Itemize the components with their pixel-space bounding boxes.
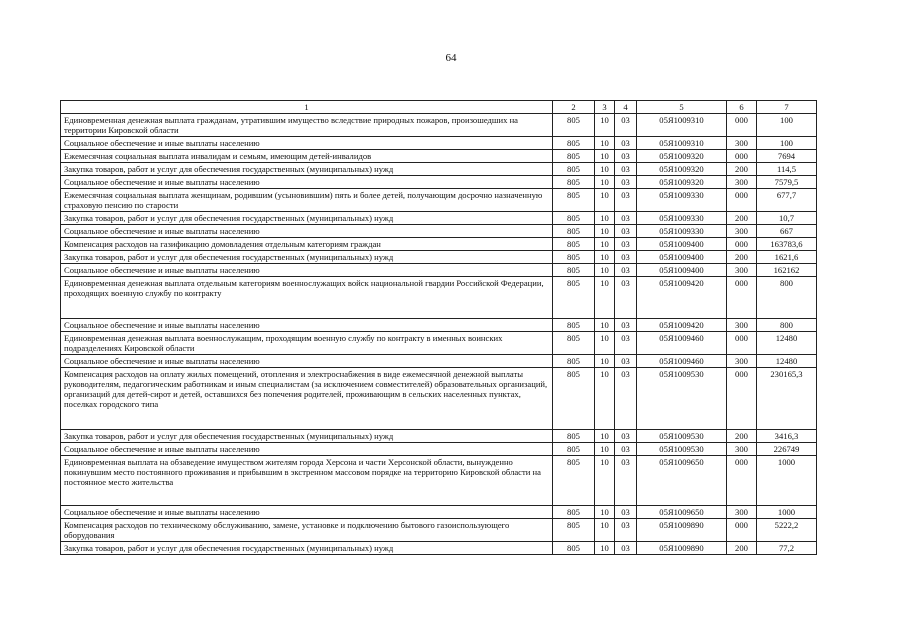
row-col-4: 03	[615, 264, 637, 277]
row-col-5: 05Я1009650	[637, 506, 727, 519]
row-name: Социальное обеспечение и иные выплаты населению	[61, 506, 553, 519]
header-row	[61, 101, 817, 114]
column-header-4: 4	[615, 101, 637, 114]
row-col-7: 7579,5	[757, 176, 817, 189]
row-col-2: 805	[553, 251, 595, 264]
row-name: Социальное обеспечение и иные выплаты населению	[61, 225, 553, 238]
row-col-7: 12480	[757, 355, 817, 368]
row-col-2: 805	[553, 114, 595, 137]
row-col-4: 03	[615, 368, 637, 430]
row-col-3: 10	[595, 332, 615, 355]
table-row	[61, 456, 817, 506]
row-col-3: 10	[595, 114, 615, 137]
table-row	[61, 264, 817, 277]
row-col-7: 77,2	[757, 542, 817, 555]
row-col-6: 000	[727, 277, 757, 319]
row-col-4: 03	[615, 355, 637, 368]
row-col-2: 805	[553, 430, 595, 443]
row-col-6: 200	[727, 251, 757, 264]
row-col-2: 805	[553, 264, 595, 277]
row-col-3: 10	[595, 456, 615, 506]
column-header-1: 1	[61, 101, 553, 114]
table-row	[61, 443, 817, 456]
row-col-7: 3416,3	[757, 430, 817, 443]
page-number: 64	[445, 52, 457, 64]
row-col-2: 805	[553, 355, 595, 368]
table-row	[61, 332, 817, 355]
row-col-3: 10	[595, 519, 615, 542]
row-col-5: 05Я1009320	[637, 163, 727, 176]
row-col-7: 677,7	[757, 189, 817, 212]
table-row	[61, 506, 817, 519]
row-col-4: 03	[615, 137, 637, 150]
row-col-4: 03	[615, 506, 637, 519]
column-header-5: 5	[637, 101, 727, 114]
row-col-4: 03	[615, 430, 637, 443]
row-col-2: 805	[553, 137, 595, 150]
row-col-3: 10	[595, 443, 615, 456]
row-col-2: 805	[553, 542, 595, 555]
row-col-7: 1000	[757, 456, 817, 506]
row-col-5: 05Я1009530	[637, 430, 727, 443]
row-col-2: 805	[553, 150, 595, 163]
row-col-3: 10	[595, 319, 615, 332]
row-name: Социальное обеспечение и иные выплаты населению	[61, 264, 553, 277]
row-col-5: 05Я1009420	[637, 319, 727, 332]
row-col-3: 10	[595, 189, 615, 212]
column-header-7: 7	[757, 101, 817, 114]
column-header-2: 2	[553, 101, 595, 114]
row-col-4: 03	[615, 542, 637, 555]
row-col-4: 03	[615, 319, 637, 332]
row-col-2: 805	[553, 519, 595, 542]
row-col-2: 805	[553, 456, 595, 506]
row-name: Единовременная денежная выплата отдельным категориям военнослужащих войск национальной гвардии Российской Федерации, проходящих военную службу по контракту	[61, 277, 553, 319]
row-col-7: 12480	[757, 332, 817, 355]
row-col-5: 05Я1009460	[637, 332, 727, 355]
row-col-3: 10	[595, 506, 615, 519]
row-col-4: 03	[615, 456, 637, 506]
row-col-2: 805	[553, 212, 595, 225]
row-col-7: 667	[757, 225, 817, 238]
row-col-2: 805	[553, 368, 595, 430]
row-col-6: 000	[727, 114, 757, 137]
row-col-4: 03	[615, 238, 637, 251]
row-name: Закупка товаров, работ и услуг для обеспечения государственных (муниципальных) нужд	[61, 542, 553, 555]
row-col-4: 03	[615, 443, 637, 456]
row-col-6: 300	[727, 443, 757, 456]
table-row	[61, 277, 817, 319]
row-col-7: 800	[757, 319, 817, 332]
row-col-7: 230165,3	[757, 368, 817, 430]
row-col-4: 03	[615, 332, 637, 355]
row-col-3: 10	[595, 176, 615, 189]
row-col-6: 000	[727, 332, 757, 355]
row-name: Закупка товаров, работ и услуг для обеспечения государственных (муниципальных) нужд	[61, 163, 553, 176]
row-col-4: 03	[615, 225, 637, 238]
row-col-5: 05Я1009890	[637, 542, 727, 555]
row-col-3: 10	[595, 277, 615, 319]
row-col-7: 114,5	[757, 163, 817, 176]
row-name: Социальное обеспечение и иные выплаты населению	[61, 443, 553, 456]
row-col-3: 10	[595, 137, 615, 150]
row-col-6: 300	[727, 355, 757, 368]
row-col-3: 10	[595, 212, 615, 225]
row-name: Социальное обеспечение и иные выплаты населению	[61, 176, 553, 189]
row-col-6: 300	[727, 225, 757, 238]
table-row	[61, 137, 817, 150]
row-col-7: 226749	[757, 443, 817, 456]
table-row	[61, 251, 817, 264]
row-col-5: 05Я1009330	[637, 212, 727, 225]
row-name: Ежемесячная социальная выплата женщинам, родившим (усыновившим) пять и более детей, получающим досрочно назначенную страховую пенсию по старости	[61, 189, 553, 212]
table-row	[61, 355, 817, 368]
row-col-3: 10	[595, 163, 615, 176]
table-row	[61, 368, 817, 430]
row-col-4: 03	[615, 150, 637, 163]
table-row	[61, 238, 817, 251]
row-name: Компенсация расходов на газификацию домовладения отдельным категориям граждан	[61, 238, 553, 251]
row-col-2: 805	[553, 332, 595, 355]
row-col-6: 000	[727, 150, 757, 163]
row-col-2: 805	[553, 189, 595, 212]
row-col-4: 03	[615, 212, 637, 225]
row-col-2: 805	[553, 506, 595, 519]
row-col-7: 100	[757, 137, 817, 150]
row-col-4: 03	[615, 189, 637, 212]
row-col-7: 100	[757, 114, 817, 137]
table-row	[61, 430, 817, 443]
row-col-5: 05Я1009890	[637, 519, 727, 542]
table-row	[61, 163, 817, 176]
row-col-4: 03	[615, 251, 637, 264]
row-col-3: 10	[595, 430, 615, 443]
row-col-4: 03	[615, 277, 637, 319]
row-col-2: 805	[553, 319, 595, 332]
row-col-7: 10,7	[757, 212, 817, 225]
row-col-4: 03	[615, 114, 637, 137]
row-col-3: 10	[595, 238, 615, 251]
row-name: Единовременная денежная выплата военнослужащим, проходящим военную службу по контракту в именных воинских подразделениях Кировской области	[61, 332, 553, 355]
row-col-3: 10	[595, 150, 615, 163]
row-col-2: 805	[553, 176, 595, 189]
row-col-6: 300	[727, 264, 757, 277]
row-col-5: 05Я1009460	[637, 355, 727, 368]
row-col-5: 05Я1009310	[637, 137, 727, 150]
row-col-3: 10	[595, 368, 615, 430]
row-col-6: 300	[727, 137, 757, 150]
row-col-5: 05Я1009650	[637, 456, 727, 506]
row-col-6: 300	[727, 176, 757, 189]
row-name: Социальное обеспечение и иные выплаты населению	[61, 355, 553, 368]
row-col-3: 10	[595, 355, 615, 368]
row-col-6: 000	[727, 368, 757, 430]
row-col-7: 800	[757, 277, 817, 319]
row-col-6: 000	[727, 519, 757, 542]
row-col-5: 05Я1009530	[637, 368, 727, 430]
table-row	[61, 150, 817, 163]
row-col-2: 805	[553, 238, 595, 251]
table-row	[61, 519, 817, 542]
row-name: Ежемесячная социальная выплата инвалидам и семьям, имеющим детей-инвалидов	[61, 150, 553, 163]
row-col-3: 10	[595, 225, 615, 238]
row-col-7: 7694	[757, 150, 817, 163]
row-col-5: 05Я1009330	[637, 189, 727, 212]
row-col-4: 03	[615, 176, 637, 189]
row-col-4: 03	[615, 163, 637, 176]
row-col-5: 05Я1009310	[637, 114, 727, 137]
row-col-6: 200	[727, 542, 757, 555]
row-col-5: 05Я1009400	[637, 264, 727, 277]
row-name: Социальное обеспечение и иные выплаты населению	[61, 319, 553, 332]
table-row	[61, 189, 817, 212]
row-col-5: 05Я1009530	[637, 443, 727, 456]
table-row	[61, 212, 817, 225]
row-name: Социальное обеспечение и иные выплаты населению	[61, 137, 553, 150]
row-name: Единовременная денежная выплата гражданам, утратившим имущество вследствие природных пожаров, произошедших на территории Кировской области	[61, 114, 553, 137]
table-row	[61, 542, 817, 555]
table-row	[61, 225, 817, 238]
column-header-3: 3	[595, 101, 615, 114]
row-col-3: 10	[595, 264, 615, 277]
row-col-7: 5222,2	[757, 519, 817, 542]
row-col-5: 05Я1009320	[637, 176, 727, 189]
row-col-3: 10	[595, 251, 615, 264]
table-row	[61, 114, 817, 137]
row-col-5: 05Я1009400	[637, 251, 727, 264]
row-col-6: 000	[727, 456, 757, 506]
row-name: Закупка товаров, работ и услуг для обеспечения государственных (муниципальных) нужд	[61, 212, 553, 225]
row-col-6: 000	[727, 189, 757, 212]
row-col-7: 1621,6	[757, 251, 817, 264]
row-col-7: 162162	[757, 264, 817, 277]
row-col-6: 300	[727, 319, 757, 332]
row-name: Закупка товаров, работ и услуг для обеспечения государственных (муниципальных) нужд	[61, 430, 553, 443]
row-col-5: 05Я1009330	[637, 225, 727, 238]
row-col-4: 03	[615, 519, 637, 542]
row-name: Единовременная выплата на обзаведение имуществом жителям города Херсона и части Херсонской области, вынужденно покинувшим место постоянного проживания и прибывшим в экстренном массовом порядке на территорию Кировской области на постоянное место жительства	[61, 456, 553, 506]
row-col-2: 805	[553, 443, 595, 456]
column-header-6: 6	[727, 101, 757, 114]
row-name: Компенсация расходов на оплату жилых помещений, отопления и электроснабжения в виде ежемесячной денежной выплаты руководителям, педагогическим работникам и иным специалистам (за исключением совместителей) образовательных организаций, организаций для детей-сирот и детей, оставшихся без попечения родителей, проживающим в сельских населенных пунктах, поселках городского типа	[61, 368, 553, 430]
row-col-2: 805	[553, 277, 595, 319]
row-col-6: 200	[727, 212, 757, 225]
row-col-3: 10	[595, 542, 615, 555]
budget-table	[60, 100, 817, 555]
row-name: Закупка товаров, работ и услуг для обеспечения государственных (муниципальных) нужд	[61, 251, 553, 264]
row-col-6: 200	[727, 163, 757, 176]
row-col-2: 805	[553, 163, 595, 176]
table-row	[61, 319, 817, 332]
row-col-7: 1000	[757, 506, 817, 519]
row-col-6: 200	[727, 430, 757, 443]
row-col-5: 05Я1009400	[637, 238, 727, 251]
table-row	[61, 176, 817, 189]
row-col-6: 300	[727, 506, 757, 519]
row-col-6: 000	[727, 238, 757, 251]
row-col-2: 805	[553, 225, 595, 238]
row-col-5: 05Я1009320	[637, 150, 727, 163]
row-col-5: 05Я1009420	[637, 277, 727, 319]
row-col-7: 163783,6	[757, 238, 817, 251]
row-name: Компенсация расходов по техническому обслуживанию, замене, установке и подключению бытового газоиспользующего оборудования	[61, 519, 553, 542]
